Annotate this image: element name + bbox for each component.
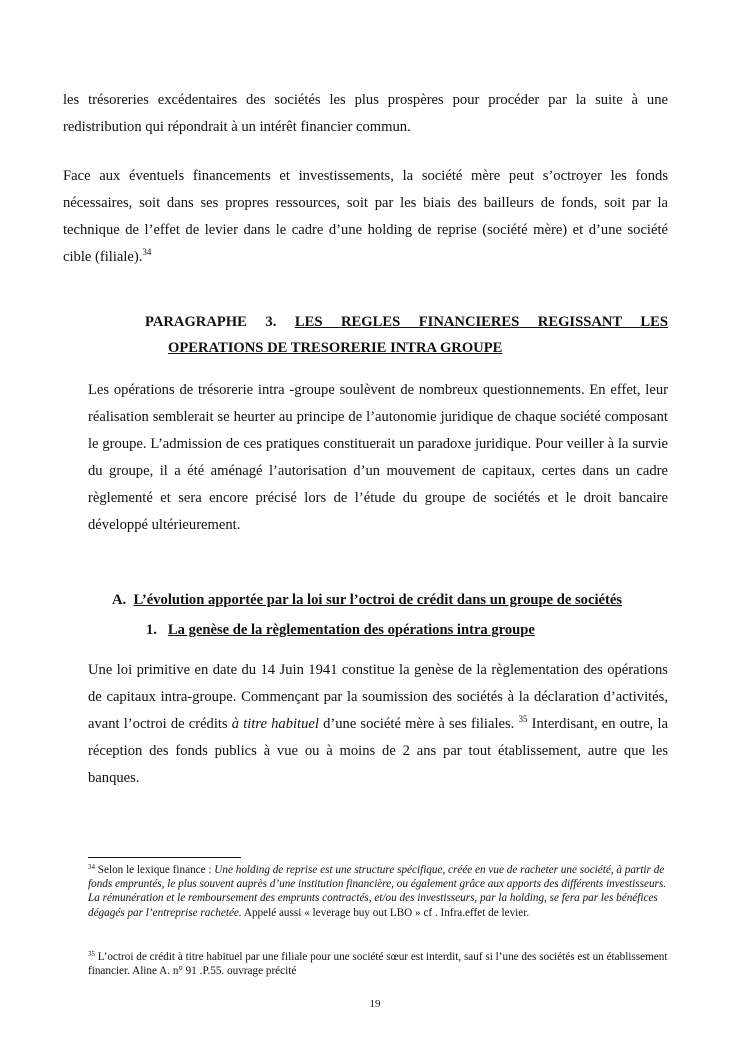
footnote-ref-35[interactable]: 35 — [518, 714, 528, 724]
body-paragraph-2: Face aux éventuels financements et investissements, la société mère peut s’octroyer les fonds nécessaires, soit dans ses propres ressources, soit par les biais des bailleurs de fonds, soit par la technique de l’effet de levier dans le cadre d’une holding de reprise (société mère) et d’une société cible (filiale).$^{34}$ — [63, 168, 668, 265]
subsection-1-heading: 1. La genèse de la règlementation des opérations intra groupe — [146, 622, 535, 638]
section-a-heading: A. L’évolution apportée par la loi sur l’octroi de crédit dans un groupe de sociétés — [112, 592, 622, 608]
paragraphe-heading-line1: PARAGRAPHE 3. LES REGLES FINANCIERES REGISSANT LES — [145, 314, 668, 330]
body-paragraph-4: Une loi primitive en date du 14 Juin 1941 constitue la genèse de la règlementation des opérations de capitaux intra-groupe. Commençant par la soumission des sociétés à la déclaration d’activités, avant l’octroi de crédits à titre habituel d’une société mère à ses filiales. $^{35}$ Interdisant, en outre, la réception des fonds publics à vue ou à moins de 2 ans par tout établissement, autre que les banques. — [88, 662, 668, 786]
body-paragraph-1: les trésoreries excédentaires des sociétés les plus prospères pour procéder par la suite à une redistribution qui répondrait à un intérêt financier commun. — [63, 92, 668, 135]
page-number: 19 — [369, 998, 381, 1010]
body-paragraph-3: Les opérations de trésorerie intra -groupe soulèvent de nombreux questionnements. En effet, leur réalisation semblerait se heurter au principe de l’autonomie juridique de chaque société composant le groupe. L’admission de ces pratiques constituerait un paradoxe juridique. Pour veiller à la survie du groupe, il a été aménagé l’autorisation d’un mouvement de capitaux, certes dans un cadre règlementé et sera encore précisé lors de l’étude du groupe de sociétés et le droit bancaire développé ultérieurement. — [88, 382, 668, 533]
paragraphe-heading-line2: OPERATIONS DE TRESORERIE INTRA GROUPE — [168, 340, 503, 356]
footnote-ref-34[interactable]: 34 — [142, 247, 152, 257]
footnote-separator — [88, 857, 241, 858]
footnote-35: $^{35}$ L’octroi de crédit à titre habituel par une filiale pour une société sœur est interdit, sauf si l’une des sociétés est un établissement financier. Aline A. n° 91 .P.55. ouvrage précité — [88, 950, 668, 978]
footnote-34: $^{34}$ Selon le lexique finance : Une holding de reprise est une structure spécifique, créée en vue de racheter une société, à partir de fonds empruntés, le plus souvent auprès d’une institution financière, ou également grâce aux apports des différents investisseurs. La rémunération et le remboursement des emprunts contractés, et/ou des investisseurs, par la holding, se fera par les bénéfices dégagés par l’entreprise rachetée. Appelé aussi « leverage buy out LBO » cf . Infra.effet de levier. — [88, 863, 667, 919]
